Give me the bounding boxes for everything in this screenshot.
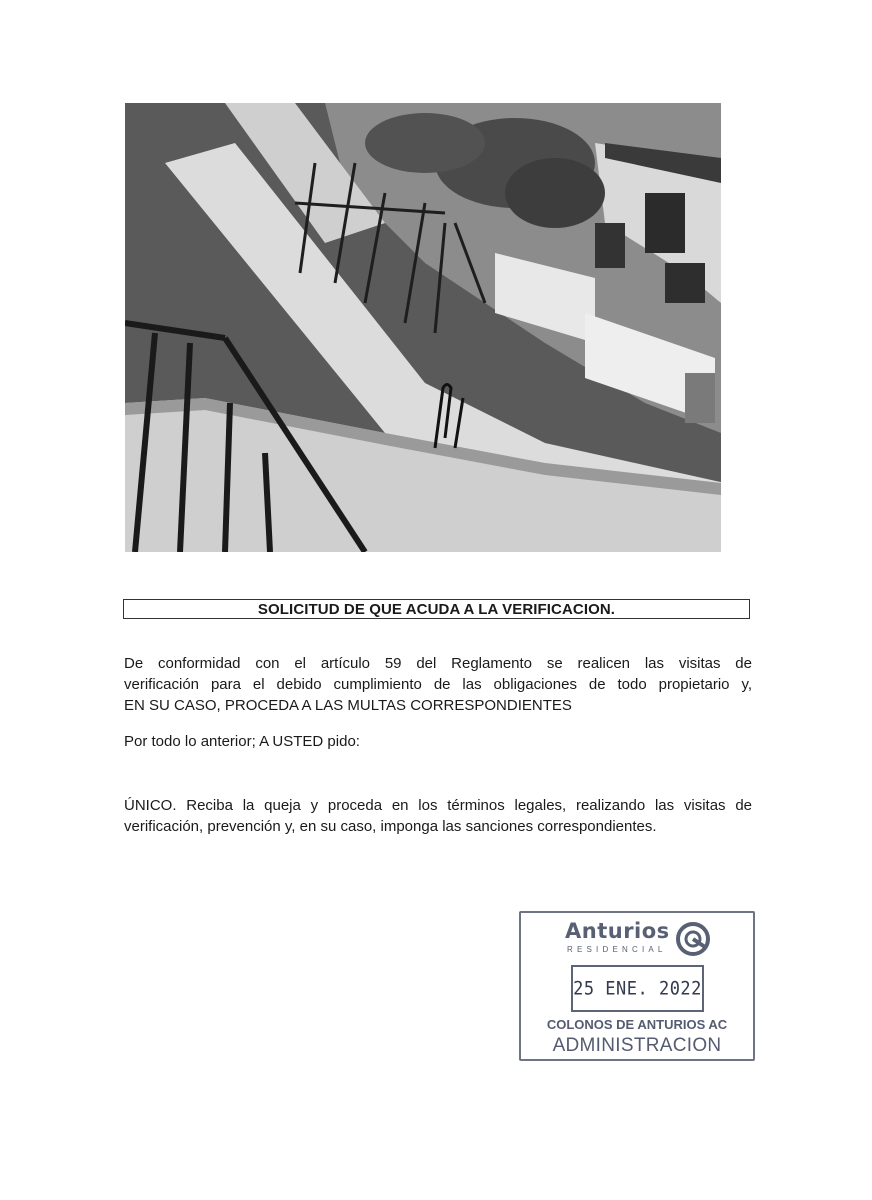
- request-line-2: verificación para el debido cumplimiento de las obligaciones de todo propietario y,: [124, 676, 752, 693]
- stamp-date: 25 ENE. 2022: [573, 977, 702, 1000]
- request-line-1: De conformidad con el artículo 59 del Reglamento se realicen las visitas de: [124, 655, 752, 672]
- stamp-department: ADMINISTRACION: [552, 1035, 722, 1056]
- section-heading-box: [123, 599, 750, 619]
- receipt-stamp: [519, 911, 755, 1061]
- petition-intro: Por todo lo anterior; A USTED pido:: [124, 733, 360, 750]
- section-heading: SOLICITUD DE QUE ACUDA A LA VERIFICACION.: [257, 600, 616, 618]
- stamp-brand: Anturios: [565, 919, 670, 943]
- unico-paragraph: [124, 795, 752, 837]
- request-line-3: EN SU CASO, PROCEDA A LAS MULTAS CORRESPONDIENTES: [124, 697, 572, 714]
- evidence-photo: [125, 103, 721, 552]
- unico-line-2: verificación, prevención y, en su caso, imponga las sanciones correspondientes.: [124, 818, 657, 835]
- stamp-subtitle: RESIDENCIAL: [567, 945, 667, 954]
- request-paragraph: [124, 653, 752, 716]
- unico-line-1: ÚNICO. Reciba la queja y proceda en los términos legales, realizando las visitas de: [124, 797, 752, 814]
- stamp-date-box: [571, 965, 704, 1012]
- anturios-logo-icon: [674, 920, 714, 965]
- stamp-organization: COLONOS DE ANTURIOS AC: [546, 1017, 728, 1032]
